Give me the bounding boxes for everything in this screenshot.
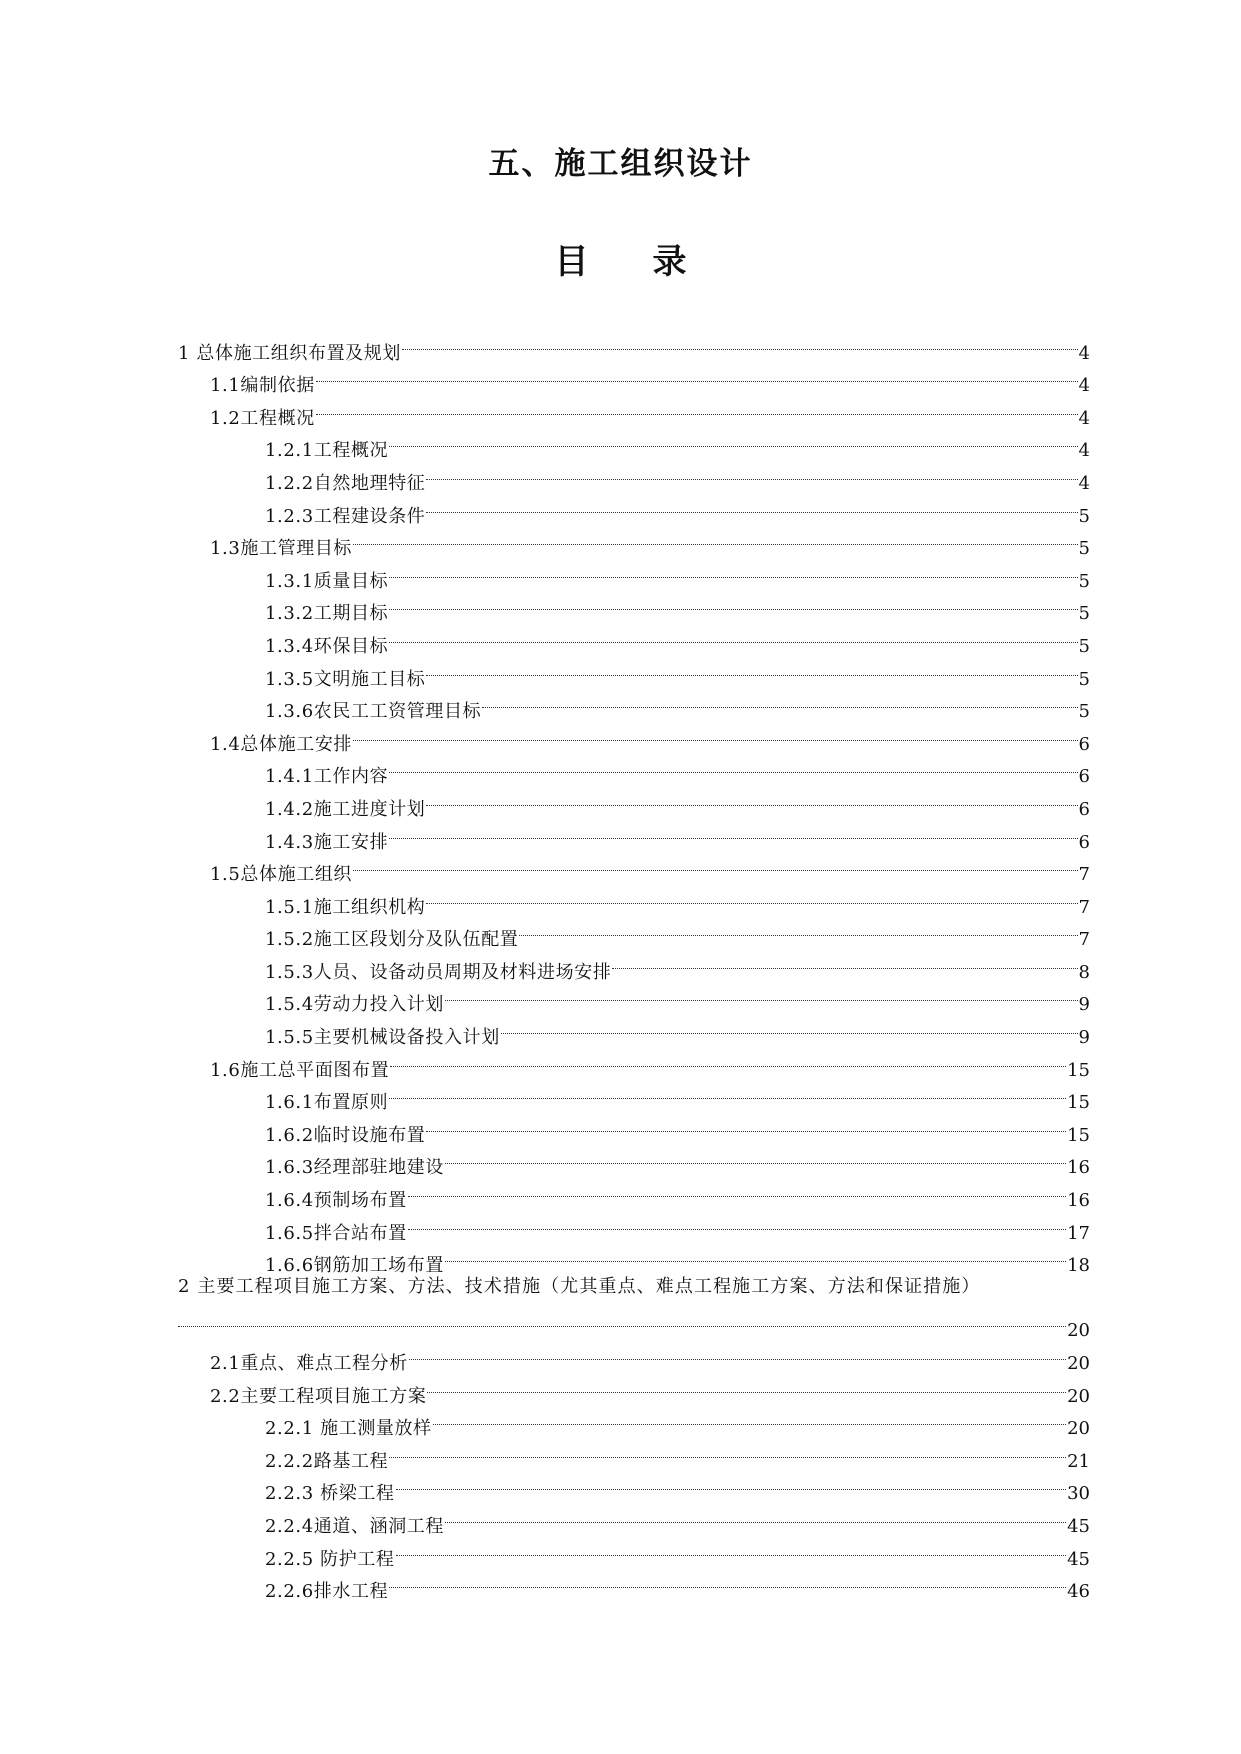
toc-dot-leader [426, 880, 1077, 913]
toc-dot-leader [408, 1173, 1066, 1206]
toc-dot-leader [426, 1108, 1066, 1141]
toc-entry-label: 1.2.2自然地理特征 [265, 472, 426, 494]
toc-dot-leader [402, 326, 1078, 359]
toc-page-number: 5 [1078, 505, 1090, 527]
toc-entry-label: 1.4.1工作内容 [265, 766, 389, 788]
toc-dot-leader [316, 359, 1078, 392]
toc-entry-label: 1.5.2施工区段划分及队伍配置 [265, 929, 519, 951]
toc-dot-leader [390, 1043, 1066, 1076]
toc-dot-leader [409, 1336, 1066, 1369]
toc-entry-label: 1.6.5拌合站布置 [265, 1222, 407, 1244]
toc-dot-leader [353, 717, 1078, 750]
toc-entry-label: 2.2.6排水工程 [265, 1581, 389, 1603]
toc-dot-leader [389, 1076, 1066, 1109]
toc-page-number: 6 [1078, 798, 1090, 820]
toc-dot-leader [426, 652, 1077, 685]
toc-page-number: 5 [1078, 603, 1090, 625]
toc-page-number: 45 [1067, 1515, 1090, 1537]
toc-dot-leader [612, 945, 1077, 978]
toc-dot-leader [501, 1010, 1078, 1043]
toc-entry-label: 1.2.3工程建设条件 [265, 505, 426, 527]
toc-dot-leader [389, 619, 1077, 652]
toc-entry[interactable] [178, 1304, 1090, 1342]
toc-dot-leader [482, 685, 1077, 718]
toc-heading [0, 240, 1241, 284]
toc-entry-label: 1.1编制依据 [210, 375, 315, 397]
toc-dot-leader [389, 1434, 1066, 1467]
toc-dot-leader [353, 522, 1078, 555]
toc-entry-label: 1.4.3施工安排 [265, 831, 389, 853]
toc-page-number: 15 [1067, 1092, 1090, 1114]
toc-entry-label: 1.5.4劳动力投入计划 [265, 994, 444, 1016]
toc-entry-label: 1.6.3经理部驻地建设 [265, 1157, 444, 1179]
toc-dot-leader [426, 782, 1077, 815]
toc-entry[interactable] [178, 1271, 1090, 1304]
toc-page-number: 18 [1067, 1255, 1090, 1277]
toc-page-number: 20 [1067, 1385, 1090, 1407]
toc-dot-leader [408, 1206, 1066, 1239]
document-title: 五、施工组织设计 [488, 146, 753, 182]
toc-page-number: 7 [1078, 864, 1090, 886]
toc-entry-label: 1.2工程概况 [210, 407, 315, 429]
toc-page-number: 5 [1078, 701, 1090, 723]
toc-entry-label: 2.2.4通道、涵洞工程 [265, 1515, 444, 1537]
toc-page-number: 6 [1078, 766, 1090, 788]
toc-page-number: 30 [1067, 1483, 1090, 1505]
toc-dot-leader [426, 456, 1077, 489]
toc-page-number: 4 [1078, 440, 1090, 462]
toc-page-number: 4 [1078, 342, 1090, 364]
toc-dot-leader [353, 848, 1078, 881]
toc-entry-label: 1 总体施工组织布置及规划 [178, 342, 401, 364]
toc-entry-label: 1.6.4预制场布置 [265, 1190, 407, 1212]
toc-page-number: 17 [1067, 1222, 1090, 1244]
toc-entry-label: 2.2主要工程项目施工方案 [210, 1385, 427, 1407]
toc-page-number: 15 [1067, 1124, 1090, 1146]
toc-entry-label: 1.2.1工程概况 [265, 440, 389, 462]
toc-page-number: 7 [1078, 896, 1090, 918]
toc-entry-label: 2.2.5 防护工程 [265, 1548, 395, 1570]
toc-dot-leader [445, 1141, 1066, 1174]
toc-page-number: 9 [1078, 1027, 1090, 1049]
toc-heading-right: 录 [652, 242, 687, 282]
toc-dot-leader [426, 489, 1077, 522]
toc-dot-leader [396, 1467, 1067, 1500]
toc-entry-label: 1.4.2施工进度计划 [265, 798, 426, 820]
toc-heading-left: 目 [554, 242, 589, 282]
toc-page-number: 9 [1078, 994, 1090, 1016]
toc-dot-leader [389, 815, 1077, 848]
toc-page-number: 5 [1078, 538, 1090, 560]
toc-entry-label: 1.6.6钢筋加工场布置 [265, 1255, 444, 1277]
toc-page-number: 16 [1067, 1157, 1090, 1179]
toc-page-number: 21 [1067, 1450, 1090, 1472]
toc-dot-leader [389, 554, 1077, 587]
toc-dot-leader [396, 1532, 1067, 1565]
toc-dot-leader [316, 391, 1078, 424]
toc-dot-leader [178, 1304, 1066, 1337]
toc-dot-leader [433, 1402, 1066, 1435]
toc-dot-leader [427, 1369, 1066, 1402]
toc-entry-label: 1.3施工管理目标 [210, 538, 353, 560]
toc-dot-leader [445, 1499, 1066, 1532]
toc-entry-label: 1.3.1质量目标 [265, 570, 389, 592]
toc-entry-label: 2.2.2路基工程 [265, 1450, 389, 1472]
toc-entry-label: 2.2.3 桥梁工程 [265, 1483, 395, 1505]
toc-entry-label: 1.4总体施工安排 [210, 733, 353, 755]
toc-dot-leader [389, 750, 1077, 783]
toc-entry-label: 2 主要工程项目施工方案、方法、技术措施（尤其重点、难点工程施工方案、方法和保证措施） [178, 1276, 981, 1298]
toc-entry-label: 2.1重点、难点工程分析 [210, 1353, 408, 1374]
toc-entry-label: 1.6施工总平面图布置 [210, 1059, 390, 1081]
toc-page-number: 7 [1078, 929, 1090, 951]
toc-page-number: 4 [1078, 472, 1090, 494]
toc-entry-label: 1.6.1布置原则 [265, 1092, 389, 1114]
toc-page-number: 15 [1067, 1059, 1090, 1081]
toc-page-number: 45 [1067, 1548, 1090, 1570]
toc-entry-label: 1.5.5主要机械设备投入计划 [265, 1027, 500, 1049]
toc-entry-label: 2.2.1 施工测量放样 [265, 1418, 432, 1440]
toc-entry-label: 1.3.6农民工工资管理目标 [265, 701, 482, 723]
toc-page-number: 5 [1078, 635, 1090, 657]
toc-page-number: 6 [1078, 831, 1090, 853]
toc-page-number: 46 [1067, 1581, 1090, 1603]
toc-entry-label: 1.3.5文明施工目标 [265, 668, 426, 690]
toc-dot-leader [445, 1239, 1066, 1272]
toc-entry-label: 1.3.2工期目标 [265, 603, 389, 625]
toc-entry[interactable] [178, 326, 1090, 364]
table-of-contents [178, 326, 1090, 1603]
toc-page-number: 4 [1078, 407, 1090, 429]
toc-entry-label: 1.5总体施工组织 [210, 864, 353, 886]
toc-dot-leader [389, 1565, 1066, 1598]
toc-page-number: 20 [1067, 1418, 1090, 1440]
toc-entry[interactable] [178, 1336, 1090, 1374]
toc-page-number: 5 [1078, 668, 1090, 690]
toc-entry-label: 1.6.2临时设施布置 [265, 1124, 426, 1146]
toc-dot-leader [389, 424, 1077, 457]
toc-dot-leader [445, 978, 1078, 1011]
toc-entry-label: 1.5.1施工组织机构 [265, 896, 426, 918]
toc-entry-label: 1.5.3人员、设备动员周期及材料进场安排 [265, 961, 612, 983]
toc-page-number: 4 [1078, 375, 1090, 397]
toc-entry-label: 1.3.4环保目标 [265, 635, 389, 657]
toc-page-number: 6 [1078, 733, 1090, 755]
toc-page-number: 20 [1067, 1320, 1090, 1342]
toc-page-number: 16 [1067, 1190, 1090, 1212]
toc-dot-leader [389, 587, 1077, 620]
toc-dot-leader [519, 913, 1077, 946]
toc-page-number: 5 [1078, 570, 1090, 592]
toc-page-number: 8 [1078, 961, 1090, 983]
toc-page-number: 20 [1067, 1353, 1090, 1374]
